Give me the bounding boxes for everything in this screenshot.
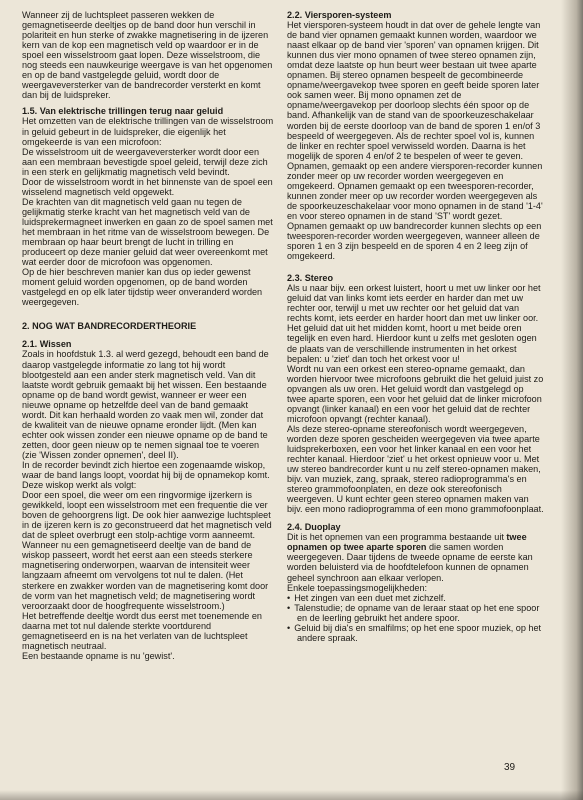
section-2-4-paragraph-1 xyxy=(287,532,544,582)
section-1-5-paragraph-1: Het omzetten van de elektrische trillingen van de wisselstroom in geluid gebeurt in de luidspreker, die eigenlijk het omgekeerde is van een microfoon: xyxy=(22,116,274,147)
list-item: • Het zingen van een duet met zichzelf. xyxy=(287,593,544,603)
section-2-1-paragraph-3: Door een spoel, die weer om een ringvormige ijzerkern is gewikkeld, loopt een wisselstroom met een frequentie die ver boven de gehoorgrens ligt. De ook hier aanwezige luchtspleet in de ijzeren kern is zo geconstrueerd dat het magnetisch veld dat de spleet overbrugt een stolp-achtige vorm aanneemt. Wanneer nu een gemagnetiseerd deeltje van de band de wiskop passeert, wordt het eerst aan een steeds sterkere magnetisering onderworpen, waarvan de intensiteit weer langzaam afneemt om vervolgens tot nul te dalen. (Het sterkere en zwakker worden van de magnetisering komt door de vorm van het magnetisch veld; de magnetisering wordt veroorzaakt door de hoogfrequente wisselstroom.) xyxy=(22,490,272,611)
duoplay-text-end: die samen worden weergegeven. Daar tijdens de tweede opname de eerste kan worden beluisterd via de hoofdtelefoon kunnen de opnamen geheel synchroon aan elkaar verlopen. xyxy=(287,542,533,583)
section-1-5-heading: 1.5. Van elektrische trillingen terug naar geluid xyxy=(22,106,224,117)
page-number: 39 xyxy=(504,762,516,773)
section-2-2-paragraph-2: Opnamen, gemaakt op een andere viersporen-recorder kunnen zonder meer op uw recorder worden weergegeven en omgekeerd. Opnamen gemaakt op een tweesporen-recorder, kunnen zonder meer op uw recorder worden weergegeven als de spoorkeuzeschakelaar voor mono opnamen in de stand '1-4' en voor stereo opnamen in de stand 'ST' wordt gezet. xyxy=(287,160,543,221)
list-item: • Geluid bij dia's en smalfilms; op het ene spoor muziek, op het andere spraak. xyxy=(287,623,544,643)
section-2-4-heading: 2.4. Duoplay xyxy=(287,522,341,533)
section-2-1-paragraph-1: Zoals in hoofdstuk 1.3. al werd gezegd, behoudt een band de daarop vastgelegde informatie zo lang tot hij wordt blootgesteld aan een ander sterk magnetisch veld. Van dit laatste wordt gebruik gemaakt bij het wissen. Een bestaande opname op de band wordt gewist, wanneer er weer een nieuwe opname op hetzelfde deel van de band gemaakt wordt. Dit kan herhaald worden zo vaak men wil, zonder dat de kwaliteit van de nieuwe opname eronder lijdt. (Men kan echter ook wissen zonder een nieuwe opname op de band te zetten, door geen nieuw op te nemen signaal toe te voeren (zie 'Wissen zonder opnemen', deel II). xyxy=(22,349,269,460)
list-item: • Talenstudie; de opname van de leraar staat op het ene spoor en de leerling gebruikt het andere spoor. xyxy=(287,603,544,623)
duoplay-emphasis: twee opnamen op twee aparte sporen xyxy=(287,532,527,553)
section-2-1-paragraph-2: In de recorder bevindt zich hiertoe een zogenaamde wiskop, waar de band langs loopt, voordat hij bij de opnamekop komt. Deze wiskop werkt als volgt: xyxy=(22,459,270,491)
section-1-5-paragraph-3: Door de wisselstroom wordt in het binnenste van de spoel een wisselend magnetisch veld opgewekt. xyxy=(22,176,273,197)
section-2-3-paragraph-2: Wordt nu van een orkest een stereo-opname gemaakt, dan worden hiervoor twee microfoons gebruikt die het geluid juist zo opvangen als uw oren. Het geluid wordt dan vastgelegd op twee aparte sporen, een voor het geluid dat de linker microfoon opvangt (linker kanaal) en een voor het geluid dat de rechter microfoon opvangt (rechter kanaal). xyxy=(287,363,544,424)
section-2-2-paragraph-1: Het viersporen-systeem houdt in dat over de gehele lengte van de band vier opnamen gemaakt kunnen worden, waardoor we naast elkaar op de band vier 'sporen' van opnamen krijgen. Dit kunnen dus vier mono opnamen of twee stereo opnamen zijn, omdat deze laatste op hun beurt weer bestaan uit twee aparte opnamen. Bij stereo opnamen bespeelt de gecombineerde opname/weergavekop twee sporen en geeft beide sporen later ook samen weer. Bij mono opnamen zet de opname/weergavekop per doorloop slechts één spoor op de band. Afhankelijk van de stand van de spoorkeuzeschakelaar worden bij de eerste doorloop van de band de sporen 1 en/of 3 bespeeld of weergegeven. Als de rechter spoel vol is, kunnen de linker en rechter spoel verwisseld worden. Daarna is het mogelijk de sporen 4 en/of 2 te bespelen of weer te geven. xyxy=(287,20,541,161)
section-1-5-paragraph-4: De krachten van dit magnetisch veld gaan nu tegen de gelijkmatig sterke kracht van het magnetisch veld van de luidsprekermagneet inwerken en gaan zo de spoel samen met het membraan in het ritme van de wisselstroom bewegen. De membraan op haar beurt brengt de lucht in trilling en produceert op deze manier geluid dat weer overeenkomt met wat eerder door de microfoon was opgenomen. xyxy=(22,196,273,268)
section-2-1-heading: 2.1. Wissen xyxy=(22,339,72,350)
section-2-3-paragraph-3: Als deze stereo-opname stereofonisch wordt weergegeven, worden deze sporen gescheiden weergegeven via twee aparte luidsprekerboxen, een voor het linker kanaal en een voor het rechter kanaal. Hierdoor 'ziet' u het orkest opnieuw voor u. Met uw stereo bandrecorder kunt u nu zelf stereo-opnamen maken, bijv. van muziek, zang, spraak, stereo radioprogramma's en stereo grammofoonplaten, en deze ook stereofonisch weergeven. U kunt echter geen stereo opnamen maken van bijv. een mono radioprogramma of een mono grammofoonplaat. xyxy=(287,423,544,515)
section-2-1-paragraph-4: Het betreffende deeltje wordt dus eerst met toenemende en daarna met tot nul dalende sterkte voortdurend gemagnetiseerd en is na het verlaten van de luchtspleet magnetisch neutraal. xyxy=(22,610,262,651)
bottom-edge-shadow xyxy=(0,790,583,800)
right-column xyxy=(287,10,544,643)
section-2-2-paragraph-3: Opnamen gemaakt op uw bandrecorder kunnen slechts op een tweesporen-recorder worden weergegeven, wanneer alleen de sporen 1 en 3 zijn bespeeld en de sporen 4 en 2 leeg zijn of omgekeerd. xyxy=(287,220,542,262)
intro-paragraph: Wanneer zij de luchtspleet passeren wekken de gemagnetiseerde deeltjes op de band door hun verschil in polariteit en hun sterke of zwakke magnetisering in de ijzeren kern van de kop een magnetisch veld op waardoor er in de spoel een wisselstroom gaat lopen. Deze wisselstroom, die nog steeds een nauwkeurige weergave is van het opgenomen en op de band vastgelegde geluid, wordt door de weergaveversterker van de bandrecorder versterkt en komt dan bij de luidspreker. xyxy=(22,10,273,101)
section-2-4-paragraph-2: Enkele toepassingsmogelijkheden: xyxy=(287,582,428,593)
section-2-3-heading: 2.3. Stereo xyxy=(287,273,333,284)
section-2-1-paragraph-5: Een bestaande opname is nu 'gewist'. xyxy=(22,650,175,661)
section-2-2-heading: 2.2. Viersporen-systeem xyxy=(287,10,392,20)
duoplay-text-start: Dit is het opnemen van een programma bestaande uit xyxy=(287,532,507,543)
page-edge-shadow xyxy=(561,0,583,800)
section-2-3-paragraph-1: Als u naar bijv. een orkest luistert, hoort u met uw linker oor het geluid dat van links komt iets eerder en harder dan met uw rechter oor, terwijl u met uw rechter oor het geluid dat van rechts komt, iets eerder en harder hoort dan met uw linker oor. Het geluid dat uit het midden komt, hoort u met beide oren tegelijk en even hard. Hierdoor kunt u zelfs met gesloten ogen de plaats van de verschillende instrumenten in het orkest bepalen: u 'ziet' dan toch het orkest voor u! xyxy=(287,283,541,364)
applications-list xyxy=(287,593,544,643)
section-1-5-paragraph-5: Op de hier beschreven manier kan dus op ieder gewenst moment geluid worden opgenomen, op de band worden vastgelegd en op elk later tijdstip weer onveranderd worden weergegeven. xyxy=(22,267,263,308)
chapter-2-heading: 2. NOG WAT BANDRECORDERTHEORIE xyxy=(22,321,197,332)
left-column xyxy=(22,10,275,661)
section-1-5-paragraph-2: De wisselstroom uit de weergaveversterker wordt door een aan een membraan bevestigde spoel geleid, terwijl deze zich in een sterk en gelijkmatig magnetisch veld bevindt. xyxy=(22,146,268,177)
